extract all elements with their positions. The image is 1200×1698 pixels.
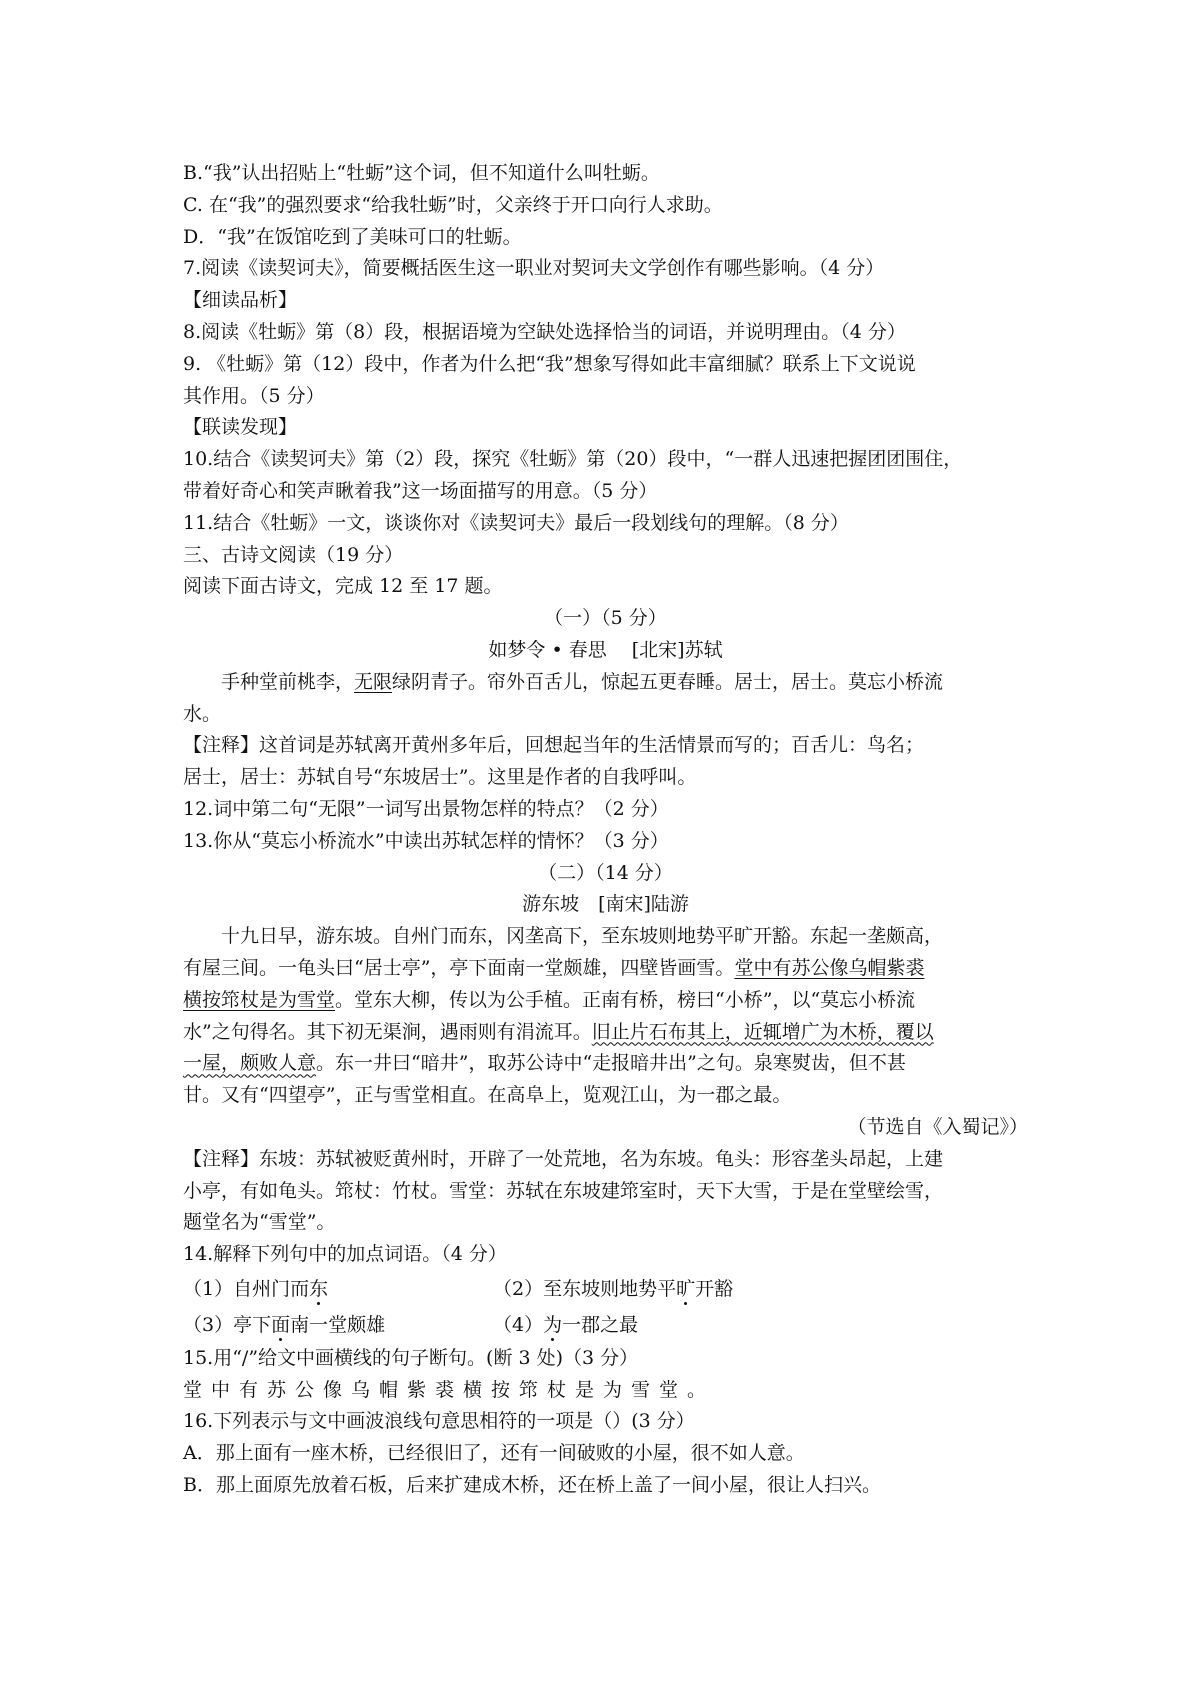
poem-title: 如梦令 • 春思 [北宋]苏轼	[488, 638, 723, 661]
item-text: （3）亭下	[183, 1313, 272, 1336]
poem-section-heading: （一）（5 分）	[544, 607, 667, 630]
prose-line-1: 十九日早，游东坡。自州门而东，冈垄高下，至东坡则地势平旷开豁。东起一垄颇高，	[221, 925, 944, 948]
question-14-item-3	[183, 1314, 385, 1336]
question-13: 13.你从“莫忘小桥流水”中读出苏轼怎样的情怀？（3 分）	[183, 829, 669, 852]
prose-line-2	[183, 953, 1028, 985]
poem-line-1	[183, 667, 1028, 699]
poem-line-2: 水。	[183, 702, 222, 725]
option-b-line: B.“我”认出招贴上“牡蛎”这个词，但不知道什么叫牡蛎。	[183, 162, 660, 184]
question-16: 16.下列表示与文中画波浪线句意思相符的一项是（）(3 分）	[183, 1410, 695, 1433]
prose-note-line-1: 【注释】东坡：苏轼被贬黄州时，开辟了一处荒地，名为东坡。龟头：形容垄头昂起，上建	[183, 1147, 944, 1170]
question-14-row-1	[183, 1271, 1028, 1307]
question-15-sentence: 堂中有苏公像乌帽紫裘横按筇杖是为雪堂。	[183, 1378, 716, 1401]
option-c-line: C. 在“我”的强烈要求“给我牡蛎”时，父亲终于开口向行人求助。	[183, 193, 723, 216]
poem-text: 手种堂前桃李，	[221, 670, 355, 693]
question-11: 11.结合《牡蛎》一文，谈谈你对《读契诃夫》最后一段划线句的理解。（8 分）	[183, 511, 849, 534]
question-14-row-2	[183, 1307, 1028, 1343]
prose-text: 。东一井曰“暗井”，取苏公诗中“走报暗井出”之句。泉寒熨齿，但不甚	[316, 1052, 906, 1075]
underlined-sentence: 堂中有苏公像乌帽紫裘	[734, 956, 925, 979]
document-content	[183, 158, 1028, 1502]
question-16-option-a: A．那上面有一座木桥，已经很旧了，还有一间破败的小屋，很不如人意。	[183, 1442, 805, 1465]
prose-text: 水”之句得名。其下初无渠涧，遇雨则有涓流耳。	[183, 1020, 592, 1043]
item-text: （4）	[493, 1313, 544, 1336]
question-8: 8.阅读《牡蛎》第（8）段，根据语境为空缺处选择恰当的词语，并说明理由。（4 分）	[183, 320, 906, 343]
item-text: （1）自州门而	[183, 1277, 310, 1300]
wavy-underlined-sentence: 一屋，颇败人意	[183, 1052, 317, 1075]
item-text: 一郡之最	[562, 1313, 639, 1336]
question-15: 15.用“/”给文中画横线的句子断句。(断 3 处)（3 分）	[183, 1346, 639, 1369]
question-9-line-1: 9. 《牡蛎》第（12）段中，作者为什么把“我”想象写得如此丰富细腻？联系上下文说说	[183, 352, 916, 375]
item-text: 开豁	[695, 1277, 734, 1300]
poem-text: 绿阴青子。帘外百舌儿，惊起五更春睡。居士，居士。莫忘小桥流	[392, 670, 944, 693]
prose-line-6: 甘。又有“四望亭”，正与雪堂相直。在高阜上，览观江山，为一郡之最。	[183, 1084, 792, 1107]
prose-line-5	[183, 1048, 1028, 1080]
prose-note-line-2: 小亭，有如龟头。筇杖：竹杖。雪堂：苏轼在东坡建筇室时，天下大雪，于是在堂壁绘雪，	[183, 1179, 944, 1202]
prose-title: 游东坡 [南宋]陆游	[522, 893, 689, 916]
prose-text: 。堂东大柳，传以为公手植。正南有桥，榜曰“小桥”，以“莫忘小桥流	[335, 988, 916, 1011]
item-text: （2）至东坡则地势平	[493, 1277, 677, 1300]
section-heading-joint-reading: 【联读发现】	[183, 416, 298, 439]
option-d-line: D．“我”在饭馆吃到了美味可口的牡蛎。	[183, 225, 522, 248]
item-text: 南一堂颇雄	[290, 1313, 386, 1336]
prose-text: 有屋三间。一龟头曰“居士亭”，亭下面南一堂颇雄，四壁皆画雪。	[183, 956, 735, 979]
question-7: 7.阅读《读契诃夫》，简要概括医生这一职业对契诃夫文学创作有哪些影响。（4 分）	[183, 257, 885, 280]
dotted-word: 东	[309, 1277, 329, 1300]
prose-line-4	[183, 1017, 1028, 1049]
question-16-option-b: B．那上面原先放着石板，后来扩建成木桥，还在桥上盖了一间小屋，很让人扫兴。	[183, 1474, 881, 1497]
underlined-sentence: 横按筇杖是为雪堂	[183, 988, 336, 1011]
question-14-item-1	[183, 1278, 328, 1300]
section-heading-close-reading: 【细读品析】	[183, 289, 298, 312]
question-9-line-2: 其作用。（5 分）	[183, 384, 325, 407]
question-14-item-2	[493, 1271, 733, 1307]
question-12: 12.词中第二句“无限”一词写出景物怎样的特点？（2 分）	[183, 797, 669, 820]
prose-source: （节选自《入蜀记》）	[847, 1115, 1028, 1138]
dotted-word: 面	[271, 1313, 291, 1336]
prose-line-3	[183, 985, 1028, 1017]
question-14: 14.解释下列句中的加点词语。（4 分）	[183, 1243, 507, 1266]
poem-note-line-1: 【注释】这首词是苏轼离开黄州多年后，回想起当年的生活情景而写的；百舌儿：鸟名；	[183, 734, 925, 757]
prose-note-line-3: 题堂名为“雪堂”。	[183, 1211, 336, 1234]
underlined-word: 无限	[354, 670, 393, 693]
question-10-line-1: 10.结合《读契诃夫》第（2）段，探究《牡蛎》第（20）段中，“一群人迅速把握团团围住，	[183, 448, 963, 471]
reading-instruction: 阅读下面古诗文，完成 12 至 17 题。	[183, 575, 503, 598]
question-14-item-4	[493, 1307, 638, 1343]
wavy-underlined-sentence: 旧止片石布其上，近辄增广为木桥，覆以	[591, 1020, 934, 1043]
part-three-heading: 三、古诗文阅读（19 分）	[183, 543, 404, 566]
prose-section-heading: （二）（14 分）	[538, 861, 673, 884]
dotted-word: 为	[543, 1313, 563, 1336]
poem-note-line-2: 居士，居士：苏轼自号“东坡居士”。这里是作者的自我呼叫。	[183, 766, 697, 789]
dotted-word: 旷	[676, 1277, 696, 1300]
question-10-line-2: 带着好奇心和笑声瞅着我”这一场面描写的用意。（5 分）	[183, 479, 658, 502]
